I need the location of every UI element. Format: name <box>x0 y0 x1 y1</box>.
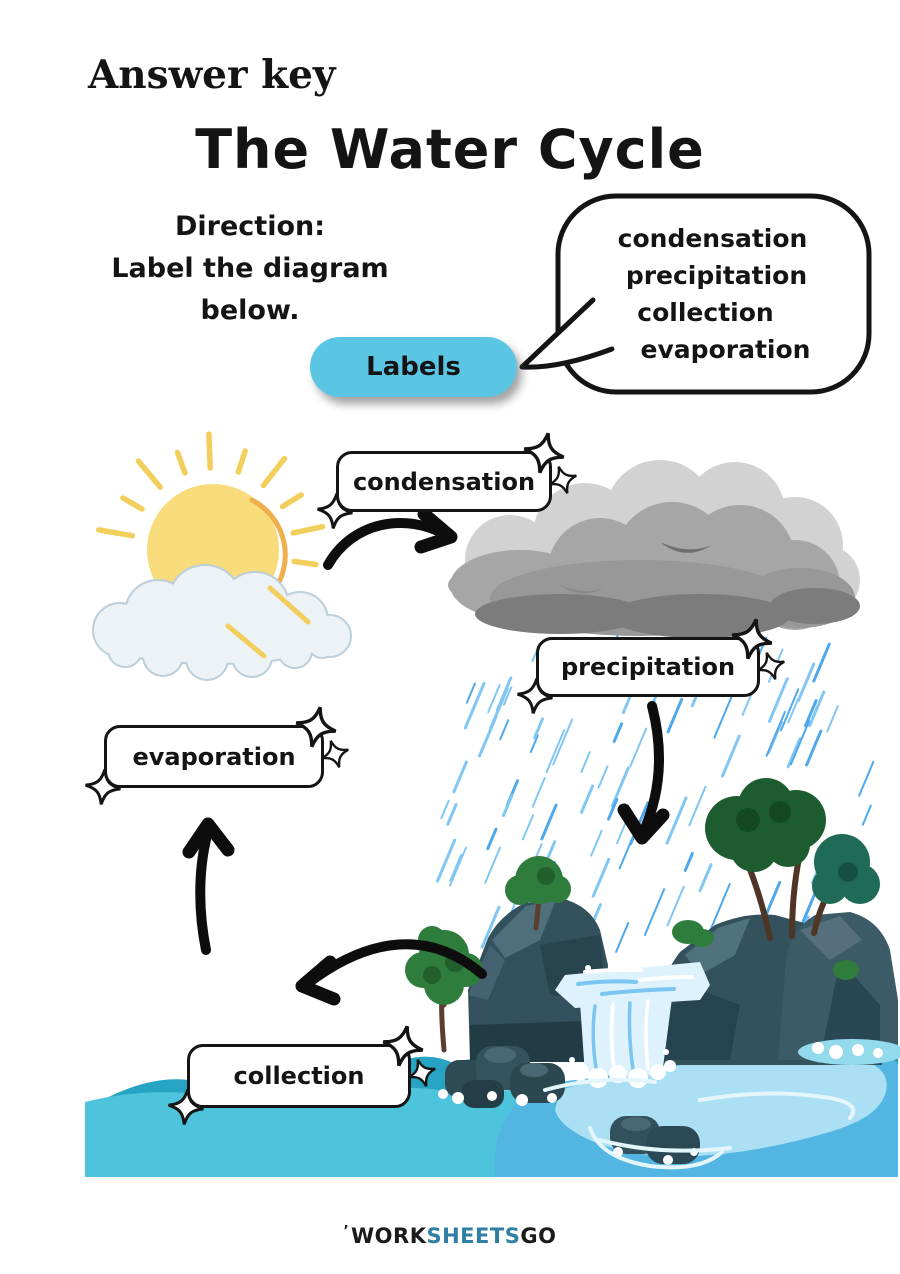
label-collection-text: collection <box>233 1062 365 1090</box>
brand-part2: SHEETS <box>426 1224 521 1248</box>
label-collection <box>187 1044 411 1108</box>
word-bank-item: precipitation <box>625 261 808 290</box>
sparkle-icon <box>513 674 557 718</box>
evaporation-arrow <box>189 824 228 950</box>
label-evaporation-text: evaporation <box>132 742 296 771</box>
label-precipitation-text: precipitation <box>560 653 736 681</box>
brand-mark: ’ <box>343 1224 350 1239</box>
word-bank-item: condensation <box>617 224 808 253</box>
direction-instruction: Label the diagram below. <box>111 253 389 326</box>
labels-button-text: Labels <box>366 352 461 382</box>
direction-heading: Direction: <box>174 211 326 242</box>
word-bank-item: evaporation <box>640 335 811 364</box>
sparkle-icon <box>81 765 125 809</box>
brand-part1: WORK <box>351 1224 427 1248</box>
page-title: The Water Cycle <box>195 118 705 181</box>
precipitation-arrow <box>624 706 663 838</box>
label-condensation-text: condensation <box>352 467 536 496</box>
word-bank-item: collection <box>637 298 774 327</box>
labels-button <box>310 337 517 397</box>
sparkle-icon <box>313 489 357 533</box>
sun-cloud-icon <box>94 566 350 679</box>
label-condensation <box>336 451 552 512</box>
brand-part3: GO <box>520 1224 557 1248</box>
sparkle-icon <box>164 1085 208 1129</box>
label-precipitation <box>536 637 760 697</box>
brand-logo <box>0 1224 900 1248</box>
answer-key-label: Answer key <box>88 52 336 98</box>
direction-block <box>60 206 440 332</box>
word-bank <box>556 198 869 390</box>
label-evaporation <box>104 725 324 788</box>
